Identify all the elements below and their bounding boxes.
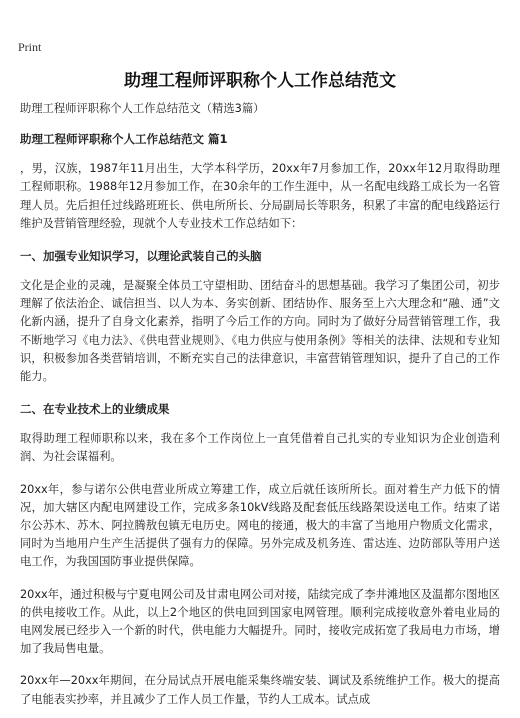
section2-paragraph-3: 20xx年，通过积极与宁夏电网公司及甘肃电网公司对接，陆续完成了李井滩地区及温都尔图地区的供电接收工作。从此，以上2个地区的供电回到国家电网管理。顺利完成接收意外着电业局的电网发展已经步入一个新的时代，供电能力大幅提升。同时，接收完成拓宽了我局电力市场，增加了我局售电量。 [20, 587, 500, 656]
section1-paragraph: 文化是企业的灵魂，是凝聚全体员工守望相助、团结奋斗的思想基础。我学习了集团公司，初步理解了依法治企、诚信担当、以人为本、务实创新、团结协作、服务至上六大理念和“融、通”文化新内涵，提升了自身文化素养，指明了今后工作的方向。同时为了做好分局营销管理工作，我不断地学习《电力法》、《供电营业规则》、《电力供应与使用条例》等相关的法律、法规和专业知识，积极参加各类营销培训，不断充实自己的法律意识，丰富营销管理知识，提升了自己的工作能力。 [20, 279, 500, 384]
article-heading: 助理工程师评职称个人工作总结范文 篇1 [20, 132, 228, 147]
section1-heading: 一、加强专业知识学习，以理论武装自己的头脑 [20, 249, 262, 264]
document-subtitle: 助理工程师评职称个人工作总结范文（精选3篇） [20, 102, 265, 115]
section2-paragraph-1: 取得助理工程师职称以来，我在多个工作岗位上一直凭借着自己扎实的专业知识为企业创造利润、为社会谋福利。 [20, 432, 500, 464]
intro-paragraph: ，男，汉族，1987年11月出生，大学本科学历，20xx年7月参加工作，20xx年12月取得助理工程师职称。1988年12月参加工作，在30余年的工作生涯中，从一名配电线路工成长为一名管理人员。先后担任过线路班班长、供电所所长、分局副局长等职务，积累了丰富的配电线路运行维护及营销管理经验，现就个人专业技术工作总结如下： [20, 162, 500, 230]
document-body [20, 100, 500, 709]
page-title: 助理工程师评职称个人工作总结范文 [124, 71, 396, 91]
print-link[interactable]: Print [18, 40, 42, 54]
section2-paragraph-2: 20xx年，参与诺尔公供电营业所成立筹建工作，成立后就任该所所长。面对着生产力低下的情况，加大辖区内配电网建设工作，完成多条10kV线路及配套低压线路架设送电工作。结束了诺尔公苏木、苏木、阿拉腾敖包镇无电历史。网电的接通，极大的丰富了当地用户物质文化需求，同时为当地用户生产生活提供了强有力的保障。另外完成及机务连、雷达连、边防部队等用户送电工作，为我国国防事业提供保障。 [20, 482, 500, 569]
section2-paragraph-4: 20xx年—20xx年期间，在分局试点开展电能采集终端安装、调试及系统维护工作。极大的提高了电能表实抄率，并且减少了工作人员工作量，节约人工成本。试点成 [20, 674, 500, 706]
section2-heading: 二、在专业技术上的业绩成果 [20, 402, 170, 417]
